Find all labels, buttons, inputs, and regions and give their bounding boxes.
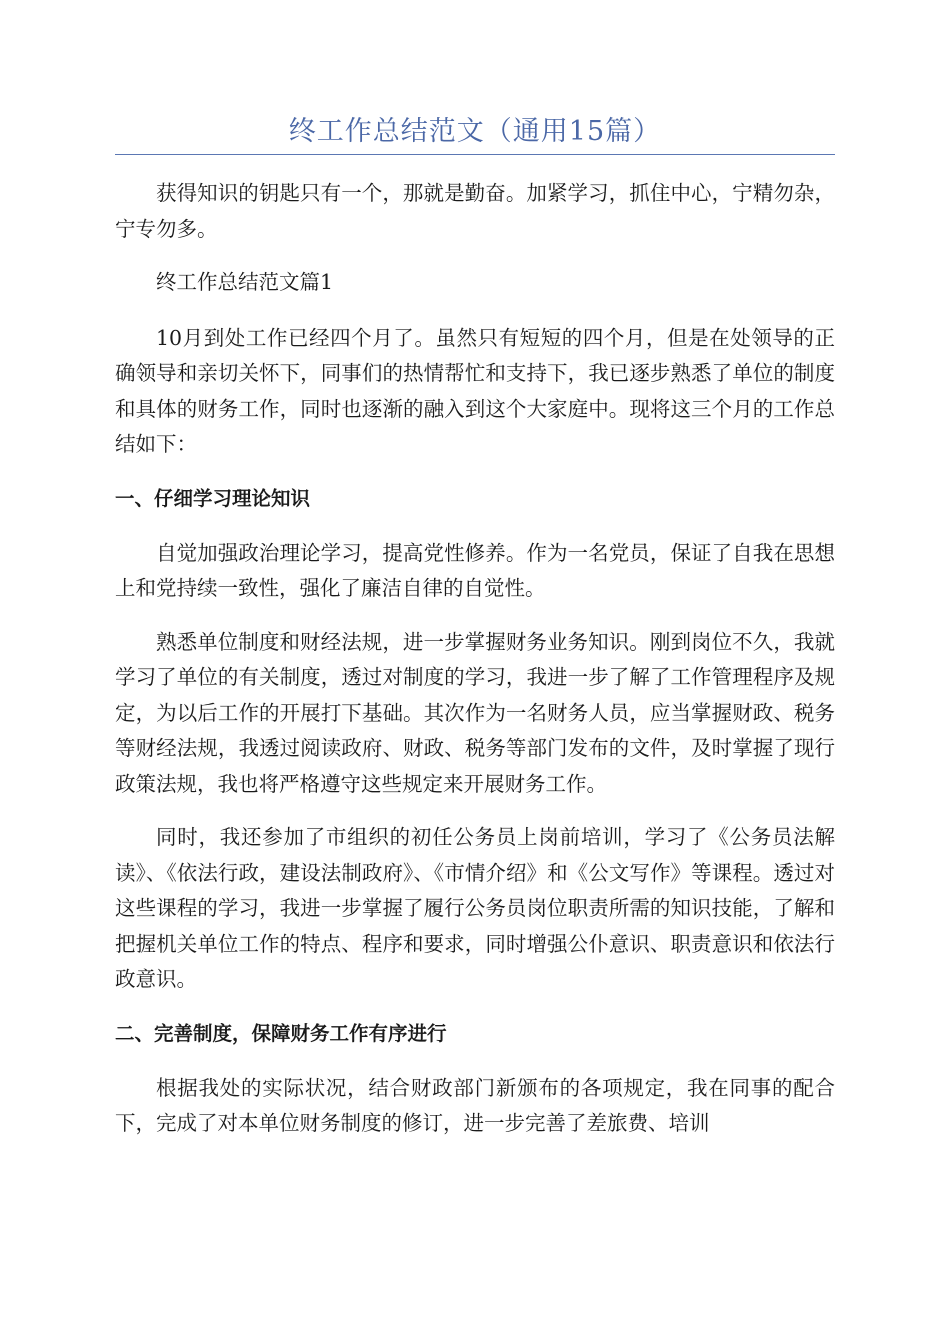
document-title: 终工作总结范文（通用15篇） xyxy=(288,116,662,147)
document-body xyxy=(115,176,835,1160)
paragraph-5: 根据我处的实际状况，结合财政部门新颁布的各项规定，我在同事的配合下，完成了对本单位财务制度的修订，进一步完善了差旅费、培训 xyxy=(115,1075,835,1135)
intro-paragraph: 获得知识的钥匙只有一个，那就是勤奋。加紧学习，抓住中心，宁精勿杂，宁专勿多。 xyxy=(115,181,835,241)
paragraph-4: 同时，我还参加了市组织的初任公务员上岗前培训，学习了《公务员法解读》、《依法行政，建设法制政府》、《市情介绍》和《公文写作》等课程。透过对这些课程的学习，我进一步掌握了履行公务员岗位职责所需的知识技能，了解和把握机关单位工作的特点、程序和要求，同时增强公仆意识、职责意识和依法行政意识。 xyxy=(115,825,835,991)
heading-1: 一、仔细学习理论知识 xyxy=(115,486,311,510)
paragraph-1: 10月到处工作已经四个月了。虽然只有短短的四个月，但是在处领导的正确领导和亲切关怀下，同事们的热情帮忙和支持下，我已逐步熟悉了单位的制度和具体的财务工作，同时也逐渐的融入到这个大家庭中。现将这三个月的工作总结如下： xyxy=(115,325,835,456)
section-title: 终工作总结范文篇1 xyxy=(156,270,334,294)
paragraph-3: 熟悉单位制度和财经法规，进一步掌握财务业务知识。刚到岗位不久，我就学习了单位的有关制度，透过对制度的学习，我进一步了解了工作管理程序及规定，为以后工作的开展打下基础。其次作为一名财务人员，应当掌握财政、税务等财经法规，我透过阅读政府、财政、税务等部门发布的文件，及时掌握了现行政策法规，我也将严格遵守这些规定来开展财务工作。 xyxy=(115,629,835,796)
title-underline xyxy=(115,154,835,155)
heading-2: 二、完善制度，保障财务工作有序进行 xyxy=(115,1021,447,1045)
paragraph-2: 自觉加强政治理论学习，提高党性修养。作为一名党员，保证了自我在思想上和党持续一致性，强化了廉洁自律的自觉性。 xyxy=(115,540,835,600)
